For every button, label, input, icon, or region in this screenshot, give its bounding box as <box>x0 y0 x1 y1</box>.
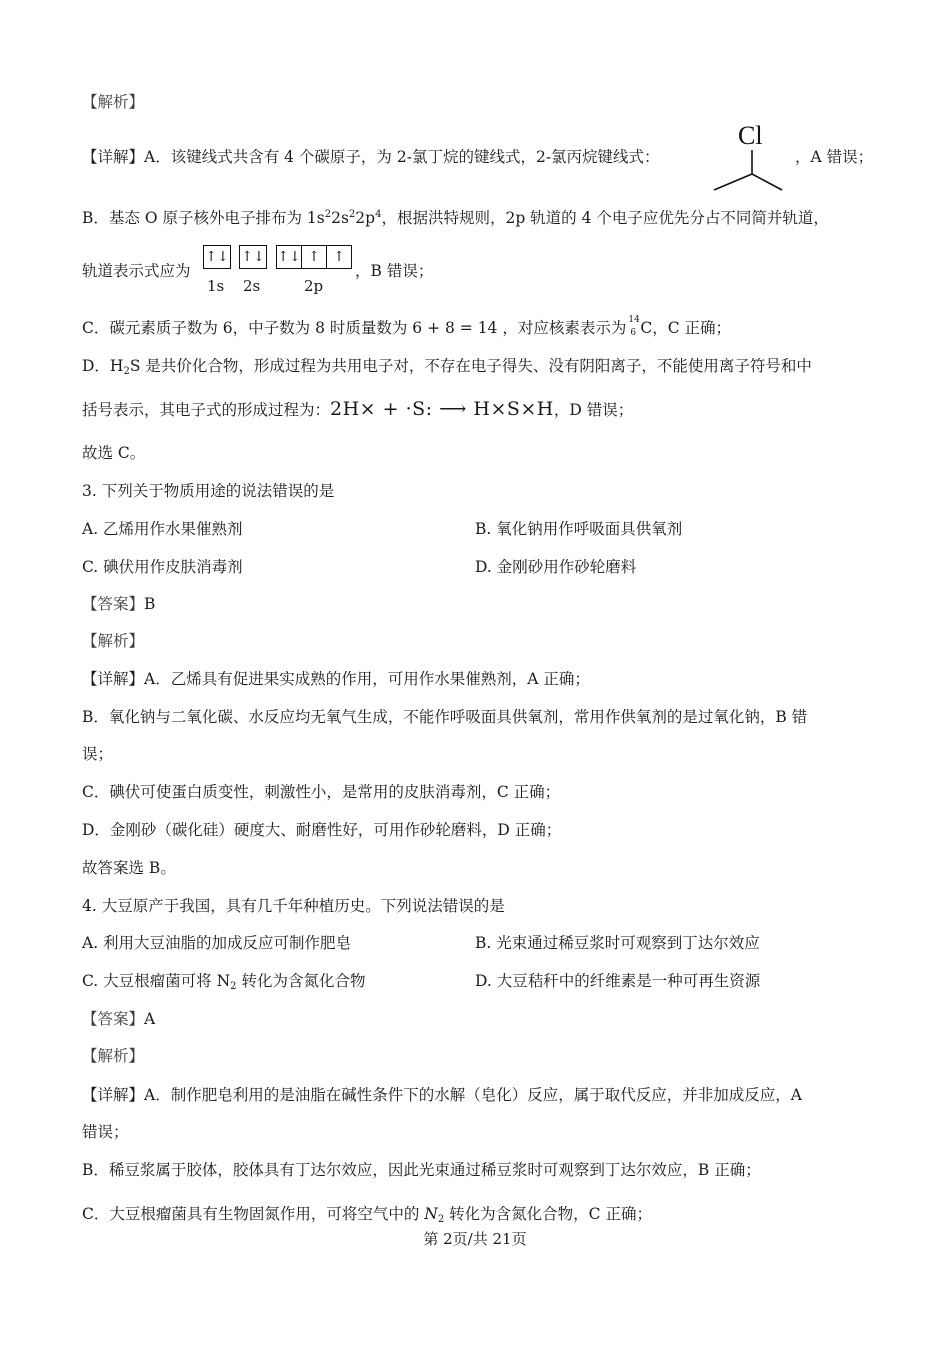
q3-detail-d: D．金刚砂（碳化硅）硬度大、耐磨性好，可用作砂轮磨料，D 正确； <box>82 821 562 839</box>
q3-option-d: D. 金刚砂用作砂轮磨料 <box>475 558 637 576</box>
analysis-tag: 【解析】 <box>82 632 145 650</box>
q3-detail-c: C．碘伏可使蛋白质变性，刺激性小，是常用的皮肤消毒剂，C 正确； <box>82 783 561 801</box>
q4-detail-a2: 错误； <box>82 1123 129 1141</box>
q2-detail-c <box>82 317 878 339</box>
b-text: B．基态 O 原子核外电子排布为 1s <box>82 209 325 227</box>
eq-right: H×S×H <box>466 398 554 420</box>
d-text: 括号表示，其电子式的形成过程为： <box>82 401 331 419</box>
q3-option-a: A. 乙烯用作水果催熟剂 <box>82 520 243 538</box>
q3-answer <box>82 593 878 615</box>
q3-detail-b2: 误； <box>82 745 114 763</box>
detail-text: A．乙烯具有促进果实成熟的作用，可用作水果催熟剂，A 正确； <box>144 670 590 688</box>
answer-value: B <box>144 595 156 613</box>
orbital-box-2p-1: ↑↓ <box>276 245 302 269</box>
d-text: D．H <box>82 357 124 375</box>
sup: 2 <box>348 209 356 220</box>
q4-option-a: A. 利用大豆油脂的加成反应可制作肥皂 <box>82 934 352 952</box>
q2-detail-b-line1 <box>82 204 878 229</box>
electron-formula-equation <box>330 398 554 420</box>
q4-detail-c <box>82 1203 878 1231</box>
q4-answer <box>82 1008 878 1030</box>
option-text: 转化为含氮化合物 <box>236 972 366 990</box>
answer-tag: 【答案】 <box>82 1010 145 1028</box>
skeletal-formula-diagram <box>710 118 790 198</box>
chloropropane-structure <box>710 118 790 198</box>
analysis-tag: 【解析】 <box>82 93 145 111</box>
detail-tag: 【详解】 <box>82 1086 145 1104</box>
q3-conclusion: 故答案选 B。 <box>82 859 176 877</box>
answer-value: A <box>144 1010 156 1028</box>
d-text: ，D 错误； <box>553 401 634 419</box>
mass-number: 14 <box>628 315 640 325</box>
orbital-label-2s: 2s <box>243 277 261 295</box>
q4-option-d: D. 大豆秸秆中的纤维素是一种可再生资源 <box>475 972 761 990</box>
eq-left: 2H× + ·S: <box>330 398 440 420</box>
sup: 4 <box>375 209 382 220</box>
c-text: ，C 正确； <box>652 319 732 337</box>
q3-option-c: C. 碘伏用作皮肤消毒剂 <box>82 558 243 576</box>
q2-b-line2-post: ，B 错误； <box>355 262 434 280</box>
q4-option-b: B. 光束通过稀豆浆时可观察到丁达尔效应 <box>475 934 760 952</box>
b-text: 2s <box>331 209 349 227</box>
q2-b-line2-pre: 轨道表示式应为 <box>82 262 191 280</box>
q4-option-c <box>82 970 365 998</box>
orbital-box-1s: ↑↓ <box>203 245 231 269</box>
detail-text: A．制作肥皂利用的是油脂在碱性条件下的水解（皂化）反应，属于取代反应，并非加成反应，A <box>144 1086 802 1104</box>
sub: 2 <box>230 981 237 992</box>
detail-tag: 【详解】 <box>82 670 145 688</box>
sup: 2 <box>324 209 332 220</box>
page-footer: 第 2页/共 21页 <box>423 1230 527 1248</box>
answer-tag: 【答案】 <box>82 595 145 613</box>
q4-detail-a1 <box>82 1084 878 1106</box>
cl-label: Cl <box>738 121 763 150</box>
arrow-icon: ⟶ <box>439 398 467 420</box>
q2-a-tail: ，A 错误； <box>795 148 874 166</box>
orbital-box-2s: ↑↓ <box>239 245 267 269</box>
orbital-label-2p: 2p <box>304 277 324 295</box>
atomic-number: 6 <box>630 328 637 338</box>
q3-stem: 3. 下列关于物质用途的说法错误的是 <box>82 482 335 500</box>
c-text: C．碳元素质子数为 6，中子数为 8 时质量数为 6 + 8 = 14 ，对应核素表示为 <box>82 319 627 337</box>
orbital-label-1s: 1s <box>207 277 225 295</box>
q3-option-b: B. 氧化钠用作呼吸面具供氧剂 <box>475 520 683 538</box>
q2-detail-d-line1 <box>82 355 878 383</box>
option-text: C. 大豆根瘤菌可将 N <box>82 972 231 990</box>
orbital-box-2p-2: ↑ <box>301 245 327 269</box>
q3-detail-b1: B．氧化钠与二氧化碳、水反应均无氧气生成，不能作呼吸面具供氧剂，常用作供氧剂的是过氧化钠，B 错 <box>82 708 808 726</box>
sub: 2 <box>437 1214 445 1225</box>
n2-symbol: N <box>424 1205 438 1223</box>
q2-conclusion: 故选 C。 <box>82 444 146 462</box>
detail-text: C．大豆根瘤菌具有生物固氮作用，可将空气中的 <box>82 1205 425 1223</box>
orbital-box-2p-3: ↑ <box>326 245 352 269</box>
q2-detail-d-line2 <box>82 398 878 421</box>
q3-detail-a <box>82 668 878 690</box>
detail-tag: 【详解】 <box>82 148 145 166</box>
d-text: S 是共价化合物，形成过程为共用电子对，不存在电子得失、没有阴阳离子，不能使用离子符号和中 <box>129 357 812 375</box>
b-text: ，根据洪特规则，2p 轨道的 4 个电子应优先分占不同简并轨道， <box>381 209 829 227</box>
analysis-tag: 【解析】 <box>82 1047 145 1065</box>
q2-a-text: A．该键线式共含有 4 个碳原子，为 2-氯丁烷的键线式，2-氯丙烷键线式： <box>144 148 660 166</box>
b-text: 2p <box>355 209 376 227</box>
detail-text: 转化为含氮化合物，C 正确； <box>444 1205 652 1223</box>
nuclide-notation <box>626 317 640 339</box>
sub: 2 <box>123 366 130 377</box>
element-symbol: C <box>640 319 653 337</box>
q4-stem: 4. 大豆原产于我国，具有几千年种植历史。下列说法错误的是 <box>82 897 505 915</box>
q4-detail-b: B．稀豆浆属于胶体，胶体具有丁达尔效应，因此光束通过稀豆浆时可观察到丁达尔效应，B 正确； <box>82 1161 761 1179</box>
